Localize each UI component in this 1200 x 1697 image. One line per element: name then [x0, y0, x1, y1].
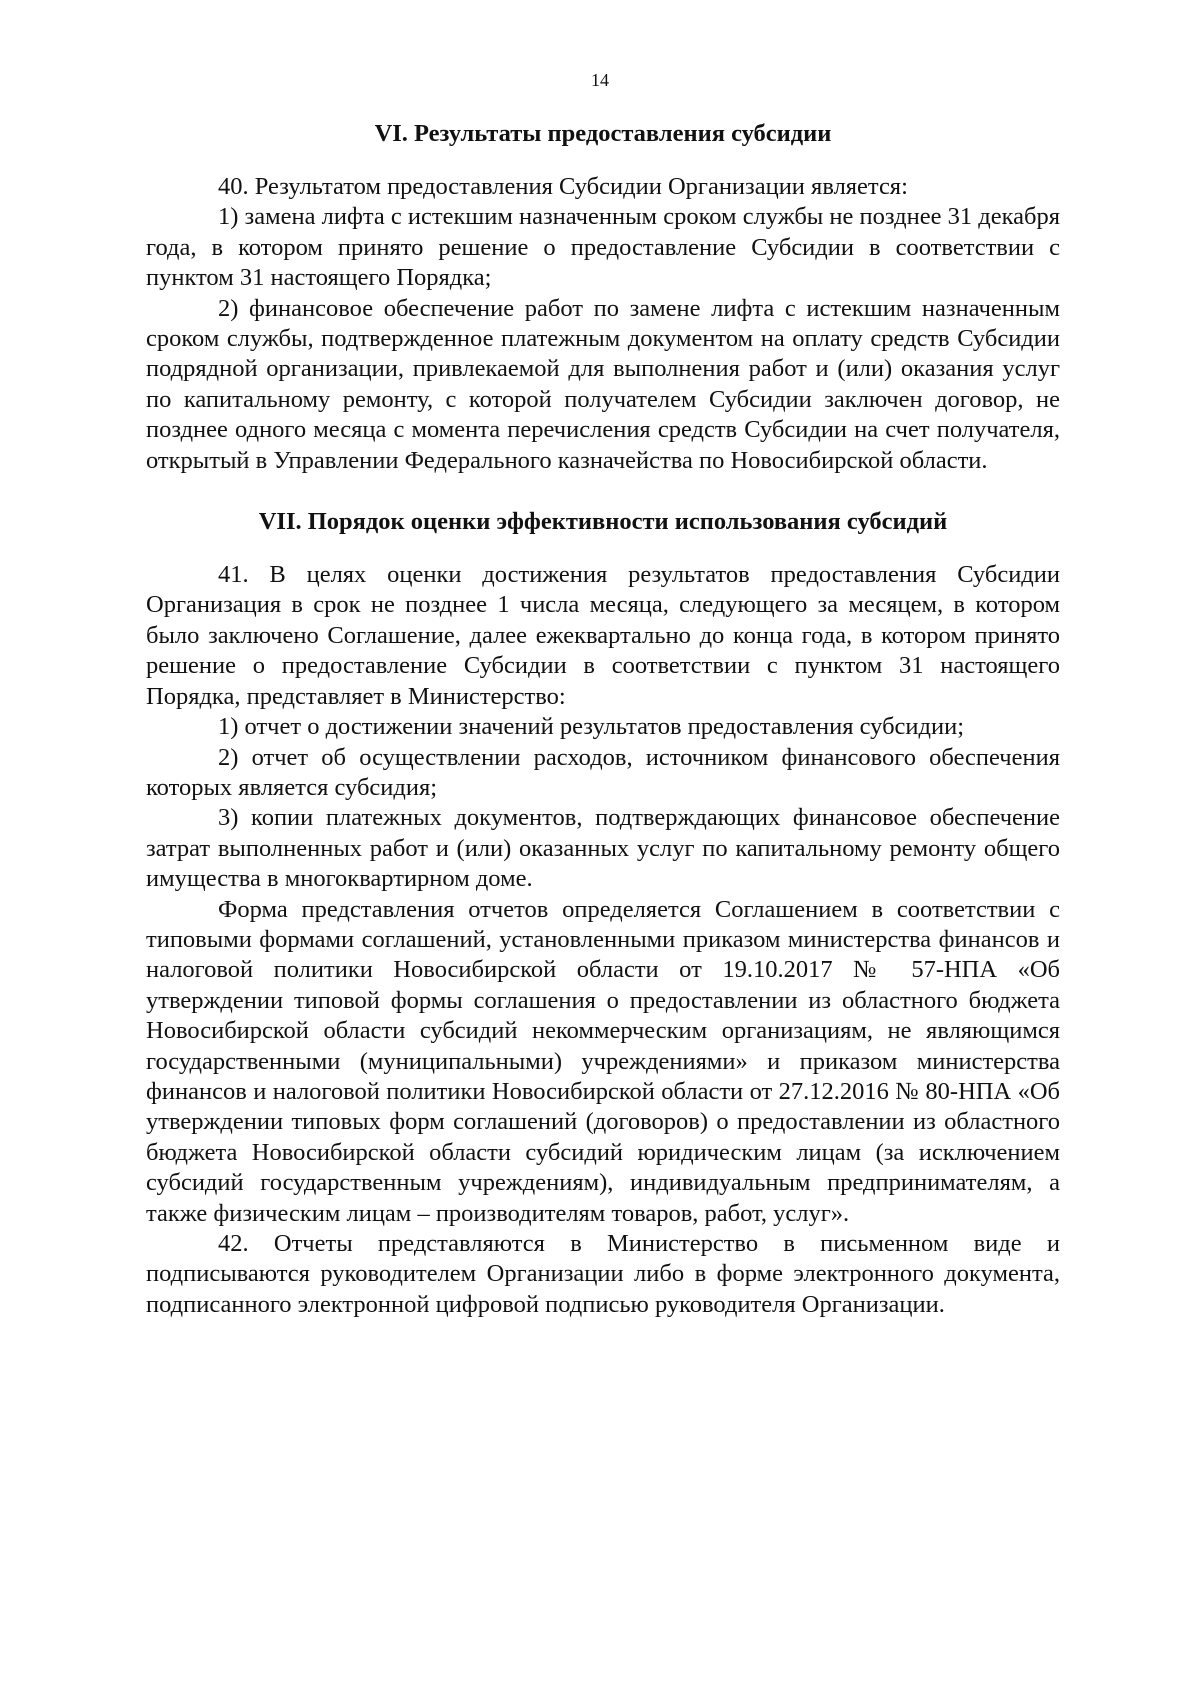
paragraph-41: 41. В целях оценки достижения результатов предоставления Субсидии Организация в срок не позднее 1 числа месяца, следующего за месяцем, в котором было заключено Соглашение, далее ежеквартально до конца года, в котором принято решение о предоставление Субсидии в соответствии с пунктом 31 настоящего Порядка, представляет в Министерство:: [146, 561, 1060, 710]
document-body: [146, 118, 1060, 1320]
paragraph-41-item-2: 2) отчет об осуществлении расходов, источником финансового обеспечения которых является субсидия;: [146, 743, 1060, 801]
paragraph-40-item-1: 1) замена лифта с истекшим назначенным сроком службы не позднее 31 декабря года, в котором принято решение о предоставление Субсидии в соответствии с пунктом 31 настоящего Порядка;: [146, 203, 1060, 292]
paragraph-41-item-3: 3) копии платежных документов, подтверждающих финансовое обеспечение затрат выполненных работ и (или) оказанных услуг по капитальному ремонту общего имущества в многоквартирном доме.: [146, 804, 1060, 893]
paragraph-40-item-2: 2) финансовое обеспечение работ по замене лифта с истекшим назначенным сроком службы, подтвержденное платежным документом на оплату средств Субсидии подрядной организации, привлекаемой для выполнения работ и (или) оказания услуг по капитальному ремонту, с которой получателем Субсидии заключен договор, не позднее одного месяца с момента перечисления средств Субсидии на счет получателя, открытый в Управлении Федерального казначейства по Новосибирской области.: [146, 294, 1060, 474]
paragraph-report-form: Форма представления отчетов определяется Соглашением в соответствии с типовыми формами соглашений, установленными приказом министерства финансов и налоговой политики Новосибирской области от 19.10.2017 № 57-НПА «Об утверждении типовой формы соглашения о предоставлении из областного бюджета Новосибирской области субсидий некоммерческим организациям, не являющимся государственными (муниципальными) учреждениями» и приказом министерства финансов и налоговой политики Новосибирской области от 27.12.2016 № 80-НПА «Об утверждении типовых форм соглашений (договоров) о предоставлении из областного бюджета Новосибирской области субсидий юридическим лицам (за исключением субсидий государственным учреждениям), индивидуальным предпринимателям, а также физическим лицам – производителям товаров, работ, услуг».: [146, 895, 1060, 1227]
paragraph-41-item-1: 1) отчет о достижении значений результатов предоставления субсидии;: [218, 713, 965, 741]
page-number: 14: [591, 70, 609, 90]
section-7-heading: VII. Порядок оценки эффективности использования субсидий: [258, 508, 948, 536]
section-6-heading: VI. Результаты предоставления субсидии: [374, 120, 832, 147]
paragraph-40: 40. Результатом предоставления Субсидии Организации является:: [218, 173, 908, 200]
paragraph-42: 42. Отчеты представляются в Министерство в письменном виде и подписываются руководителем Организации либо в форме электронного документа, подписанного электронной цифровой подписью руководителя Организации.: [146, 1230, 1060, 1318]
